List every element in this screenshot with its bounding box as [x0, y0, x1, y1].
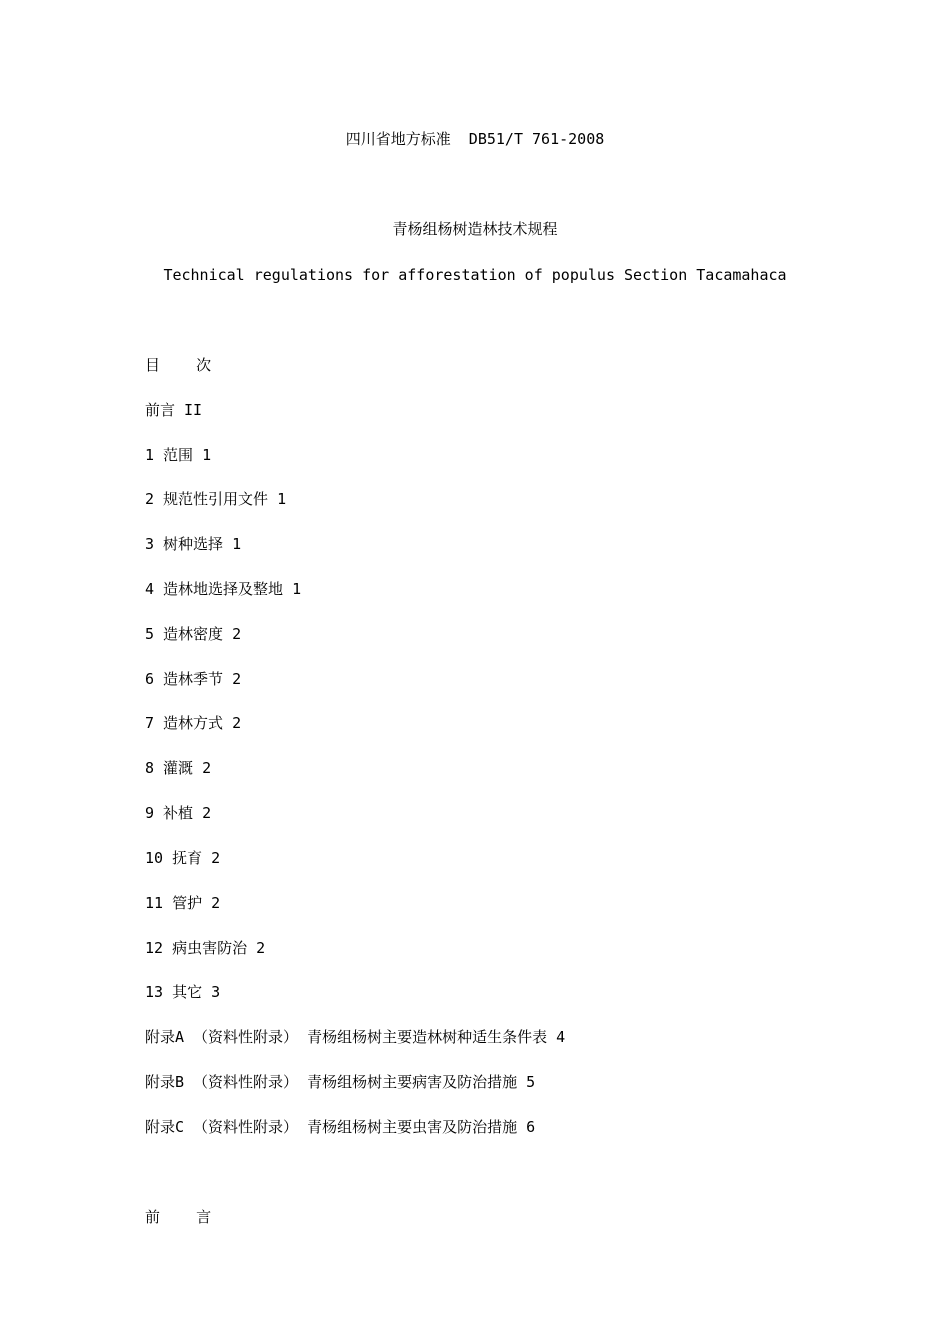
- toc-item-appendix-b: 附录B （资料性附录） 青杨组杨树主要病害及防治措施 5: [145, 1073, 536, 1091]
- toc-item-appendix-a: 附录A （资料性附录） 青杨组杨树主要造林树种适生条件表 4: [145, 1028, 566, 1046]
- toc-item-4: 4 造林地选择及整地 1: [145, 580, 302, 598]
- document-title-zh: 青杨组杨树造林技术规程: [392, 220, 558, 238]
- toc-item-5: 5 造林密度 2: [145, 625, 242, 643]
- toc-item-3: 3 树种选择 1: [145, 535, 242, 553]
- toc-item-7: 7 造林方式 2: [145, 714, 242, 732]
- toc-item-12: 12 病虫害防治 2: [145, 939, 266, 957]
- toc-item-9: 9 补植 2: [145, 804, 212, 822]
- toc-item-appendix-c: 附录C （资料性附录） 青杨组杨树主要虫害及防治措施 6: [145, 1118, 536, 1136]
- toc-item-8: 8 灌溉 2: [145, 759, 212, 777]
- toc-item-10: 10 抚育 2: [145, 849, 221, 867]
- toc-item-1: 1 范围 1: [145, 446, 212, 464]
- toc-item-13: 13 其它 3: [145, 983, 221, 1001]
- standard-number-line: 四川省地方标准 DB51/T 761-2008: [345, 130, 605, 148]
- toc-heading: 目 次: [145, 356, 212, 374]
- toc-item-2: 2 规范性引用文件 1: [145, 490, 287, 508]
- toc-item-foreword: 前言 II: [145, 401, 203, 419]
- toc-item-6: 6 造林季节 2: [145, 670, 242, 688]
- document-title-en: Technical regulations for afforestation of populus Section Tacamahaca: [163, 266, 787, 284]
- foreword-heading: 前 言: [145, 1208, 212, 1226]
- toc-item-11: 11 管护 2: [145, 894, 221, 912]
